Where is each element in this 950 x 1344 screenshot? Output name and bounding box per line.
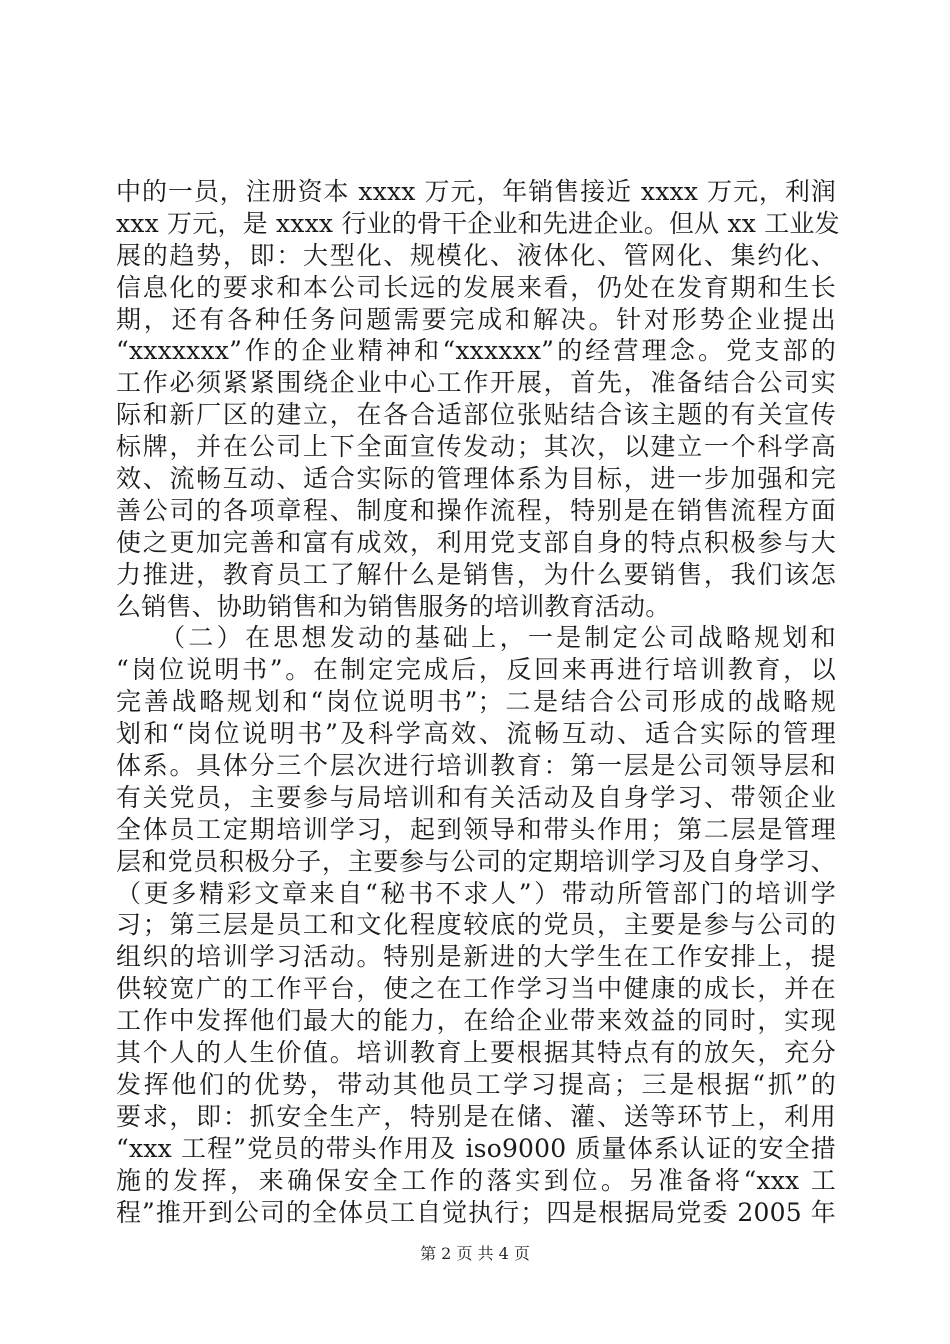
text-line: 全体员工定期培训学习，起到领导和带头作用；第二层是管理 [116,814,836,844]
document-body [116,176,840,1228]
text-line: 工作中发挥他们最大的能力，在给企业带来效益的同时，实现 [116,1006,836,1036]
text-line: 施的发挥，来确保安全工作的落实到位。另准备将“xxx 工 [116,1165,836,1195]
text-line: 完善战略规划和“岗位说明书”；二是结合公司形成的战略规 [116,687,836,717]
text-line: 中的一员，注册资本 xxxx 万元，年销售接近 xxxx 万元，利润 [116,177,836,206]
text-line: （二）在思想发动的基础上，一是制定公司战略规划和 [116,623,836,653]
page-number-footer: 第 2 页 共 4 页 [420,1244,530,1263]
text-line: 有关党员，主要参与局培训和有关活动及自身学习、带领企业 [116,782,836,812]
text-line: 层和党员积极分子，主要参与公司的定期培训学习及自身学习、 [116,846,836,876]
text-line: 展的趋势，即：大型化、规模化、液体化、管网化、集约化、 [116,240,836,270]
text-line: xxx 万元，是 xxxx 行业的骨干企业和先进企业。但从 xx 工业发 [116,208,840,238]
text-line: 际和新厂区的建立，在各合适部位张贴结合该主题的有关宣传 [116,400,836,430]
text-line: “岗位说明书”。在制定完成后，反回来再进行培训教育，以 [116,655,836,685]
text-line: 程”推开到公司的全体员工自觉执行；四是根据局党委 2005 年 [116,1197,836,1227]
text-line: 力推进，教育员工了解什么是销售，为什么要销售，我们该怎 [116,559,836,589]
text-line: 要求，即：抓安全生产，特别是在储、灌、送等环节上，利用 [116,1101,836,1131]
text-line: 标牌，并在公司上下全面宣传发动；其次，以建立一个科学高 [116,432,836,462]
text-line: 划和“岗位说明书”及科学高效、流畅互动、适合实际的管理 [116,719,836,749]
text-line: “xxxxxxx”作的企业精神和“xxxxxx”的经营理念。党支部的 [116,336,836,366]
text-line: 期，还有各种任务问题需要完成和解决。针对形势企业提出 [116,304,836,334]
text-line: 效、流畅互动、适合实际的管理体系为目标，进一步加强和完 [116,464,836,494]
text-line: 组织的培训学习活动。特别是新进的大学生在工作安排上，提 [116,942,836,972]
text-line: 供较宽广的工作平台，使之在工作学习当中健康的成长，并在 [116,974,836,1004]
text-line: 善公司的各项章程、制度和操作流程，特别是在销售流程方面 [116,495,836,525]
text-line: 么销售、协助销售和为销售服务的培训教育活动。 [116,591,671,621]
text-line: 体系。具体分三个层次进行培训教育：第一层是公司领导层和 [116,751,836,781]
text-line: 使之更加完善和富有成效，利用党支部自身的特点积极参与大 [116,527,836,557]
text-line: 发挥他们的优势，带动其他员工学习提高；三是根据“抓”的 [116,1069,836,1099]
text-line: “xxx 工程”党员的带头作用及 iso9000 质量体系认证的安全措 [116,1133,836,1163]
text-line: 习；第三层是员工和文化程度较底的党员，主要是参与公司的 [116,910,836,940]
text-line: （更多精彩文章来自“秘书不求人”）带动所管部门的培训学 [116,878,836,908]
text-line: 其个人的人生价值。培训教育上要根据其特点有的放矢，充分 [116,1038,836,1068]
text-line: 工作必须紧紧围绕企业中心工作开展，首先，准备结合公司实 [116,368,836,398]
text-line: 信息化的要求和本公司长远的发展来看，仍处在发育期和生长 [116,272,836,302]
